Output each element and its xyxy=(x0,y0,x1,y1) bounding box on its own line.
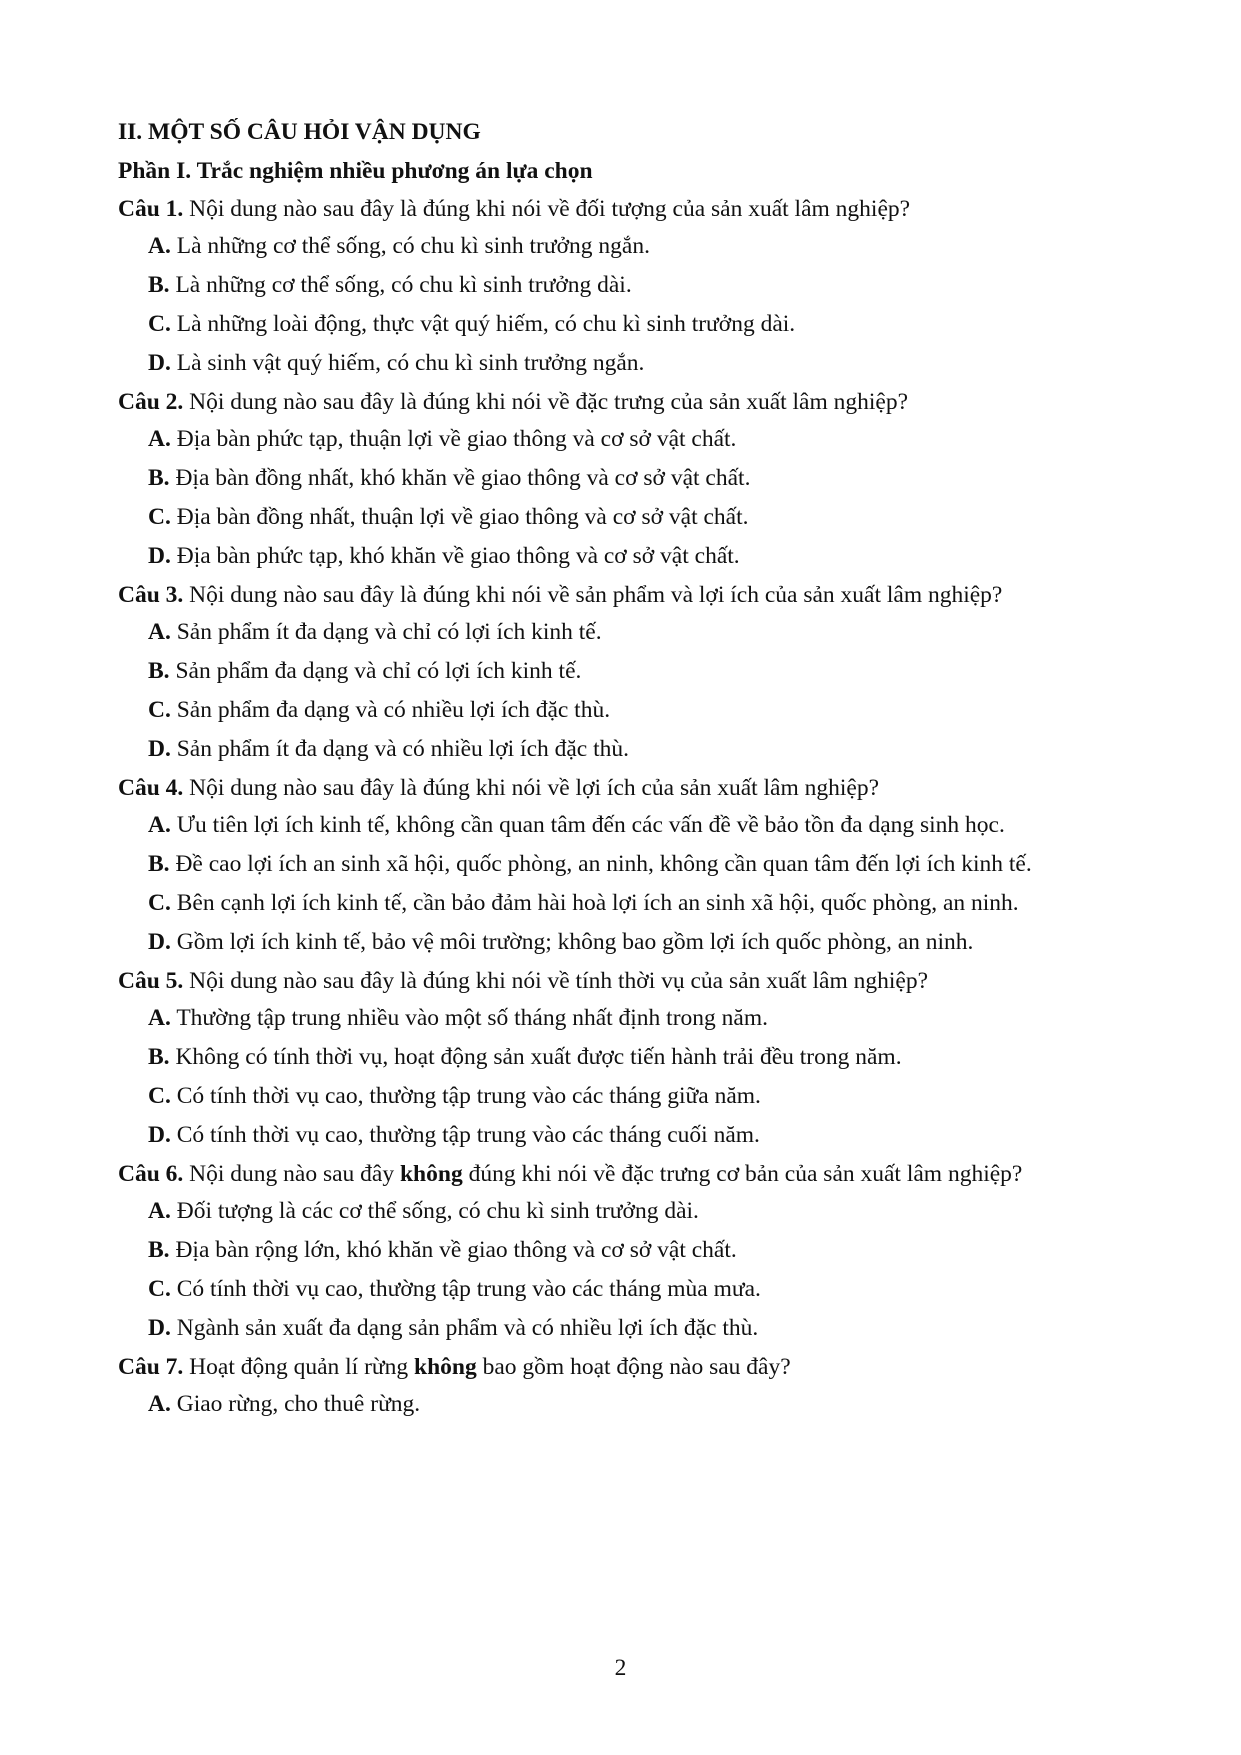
question-5 xyxy=(118,965,1118,998)
option-letter: C. xyxy=(148,890,171,916)
question-text: Nội dung nào sau đây là đúng khi nói về đặc trưng của sản xuất lâm nghiệp? xyxy=(189,389,909,415)
option-letter: B. xyxy=(148,272,170,298)
option-letter: B. xyxy=(148,1044,170,1070)
question-emphasis: không xyxy=(399,1161,463,1187)
question-7 xyxy=(118,1351,1118,1384)
question-5-option-c xyxy=(118,1080,1118,1113)
question-text-before: Nội dung nào sau đây xyxy=(189,1161,395,1187)
option-text: Ngành sản xuất đa dạng sản phẩm và có nhiều lợi ích đặc thù. xyxy=(176,1315,759,1341)
question-7-option-a xyxy=(118,1388,1118,1421)
option-letter: C. xyxy=(148,1083,171,1109)
option-letter: C. xyxy=(148,697,171,723)
question-1 xyxy=(118,193,1118,226)
question-label: Câu 4. xyxy=(118,775,184,801)
question-text: Nội dung nào sau đây là đúng khi nói về lợi ích của sản xuất lâm nghiệp? xyxy=(189,775,880,801)
option-text: Là những cơ thể sống, có chu kì sinh trưởng dài. xyxy=(175,272,632,298)
question-1-option-b xyxy=(118,269,1118,302)
question-2 xyxy=(118,386,1118,419)
page-number: 2 xyxy=(614,1655,627,1681)
question-3-option-b xyxy=(118,655,1118,688)
part-title: Phần I. Trắc nghiệm nhiều phương án lựa chọn xyxy=(118,158,593,184)
option-text: Địa bàn phức tạp, thuận lợi về giao thông và cơ sở vật chất. xyxy=(176,426,737,452)
document-page xyxy=(118,116,1118,1427)
option-text: Sản phẩm ít đa dạng và chỉ có lợi ích kinh tế. xyxy=(176,619,602,645)
question-2-option-b xyxy=(118,462,1118,495)
option-letter: C. xyxy=(148,1276,171,1302)
option-text: Địa bàn đồng nhất, thuận lợi về giao thông và cơ sở vật chất. xyxy=(176,504,749,530)
question-1-option-c xyxy=(118,308,1118,341)
question-4-option-c xyxy=(118,887,1118,920)
option-text: Đối tượng là các cơ thể sống, có chu kì sinh trưởng dài. xyxy=(176,1198,699,1224)
question-emphasis: không xyxy=(414,1354,477,1380)
option-text: Không có tính thời vụ, hoạt động sản xuất được tiến hành trải đều trong năm. xyxy=(175,1044,902,1070)
option-text: Là những loài động, thực vật quý hiếm, có chu kì sinh trưởng dài. xyxy=(176,311,796,337)
option-letter: A. xyxy=(148,619,171,645)
option-letter: C. xyxy=(148,311,171,337)
question-text-after: bao gồm hoạt động nào sau đây? xyxy=(482,1354,791,1380)
option-letter: B. xyxy=(148,658,170,684)
option-text: Là sinh vật quý hiếm, có chu kì sinh trưởng ngắn. xyxy=(176,350,645,376)
question-text: Nội dung nào sau đây là đúng khi nói về đối tượng của sản xuất lâm nghiệp? xyxy=(189,196,911,222)
question-3-option-a xyxy=(118,616,1118,649)
question-3-option-c xyxy=(118,694,1118,727)
option-letter: D. xyxy=(148,350,171,376)
option-text: Sản phẩm ít đa dạng và có nhiều lợi ích đặc thù. xyxy=(176,736,630,762)
question-4-option-a xyxy=(118,809,1118,842)
option-text: Bên cạnh lợi ích kinh tế, cần bảo đảm hài hoà lợi ích an sinh xã hội, quốc phòng, an ninh. xyxy=(176,890,1019,916)
question-text: Nội dung nào sau đây là đúng khi nói về tính thời vụ của sản xuất lâm nghiệp? xyxy=(189,968,928,994)
option-letter: A. xyxy=(148,1005,171,1031)
question-5-option-a xyxy=(118,1002,1118,1035)
option-letter: A. xyxy=(148,1391,171,1417)
option-letter: D. xyxy=(148,1315,171,1341)
option-letter: D. xyxy=(148,736,171,762)
question-5-option-b xyxy=(118,1041,1118,1074)
question-text: Nội dung nào sau đây là đúng khi nói về sản phẩm và lợi ích của sản xuất lâm nghiệp? xyxy=(189,582,1003,608)
option-text: Đề cao lợi ích an sinh xã hội, quốc phòng, an ninh, không cần quan tâm đến lợi ích kinh tế. xyxy=(175,851,1032,877)
question-2-option-a xyxy=(118,423,1118,456)
option-text: Có tính thời vụ cao, thường tập trung vào các tháng mùa mưa. xyxy=(176,1276,761,1302)
option-letter: D. xyxy=(148,929,171,955)
question-5-option-d xyxy=(118,1119,1118,1152)
option-text: Giao rừng, cho thuê rừng. xyxy=(176,1391,421,1417)
question-1-option-a xyxy=(118,230,1118,263)
option-text: Sản phẩm đa dạng và chỉ có lợi ích kinh tế. xyxy=(175,658,582,684)
option-letter: D. xyxy=(148,543,171,569)
question-6-option-c xyxy=(118,1273,1118,1306)
question-6-option-a xyxy=(118,1195,1118,1228)
question-2-option-d xyxy=(118,540,1118,573)
option-letter: B. xyxy=(148,1237,170,1263)
option-text: Có tính thời vụ cao, thường tập trung vào các tháng giữa năm. xyxy=(176,1083,761,1109)
question-4 xyxy=(118,772,1118,805)
question-label: Câu 5. xyxy=(118,968,184,994)
question-6-option-b xyxy=(118,1234,1118,1267)
question-label: Câu 6. xyxy=(118,1161,184,1187)
option-letter: B. xyxy=(148,851,170,877)
question-3 xyxy=(118,579,1118,612)
option-letter: B. xyxy=(148,465,170,491)
question-text-after: đúng khi nói về đặc trưng cơ bản của sản xuất lâm nghiệp? xyxy=(468,1161,1023,1187)
option-text: Là những cơ thể sống, có chu kì sinh trưởng ngắn. xyxy=(176,233,650,259)
question-4-option-d xyxy=(118,926,1118,959)
option-text: Sản phẩm đa dạng và có nhiều lợi ích đặc thù. xyxy=(176,697,611,723)
question-label: Câu 7. xyxy=(118,1354,184,1380)
question-1-option-d xyxy=(118,347,1118,380)
option-letter: A. xyxy=(148,1198,171,1224)
option-text: Ưu tiên lợi ích kinh tế, không cần quan tâm đến các vấn đề về bảo tồn đa dạng sinh học. xyxy=(176,812,1005,838)
option-letter: D. xyxy=(148,1122,171,1148)
option-letter: A. xyxy=(148,233,171,259)
question-3-option-d xyxy=(118,733,1118,766)
option-letter: A. xyxy=(148,426,171,452)
question-label: Câu 3. xyxy=(118,582,184,608)
option-letter: C. xyxy=(148,504,171,530)
question-6-option-d xyxy=(118,1312,1118,1345)
section-title: II. MỘT SỐ CÂU HỎI VẬN DỤNG xyxy=(118,119,481,145)
option-letter: A. xyxy=(148,812,171,838)
option-text: Địa bàn đồng nhất, khó khăn về giao thông và cơ sở vật chất. xyxy=(175,465,751,491)
option-text: Có tính thời vụ cao, thường tập trung vào các tháng cuối năm. xyxy=(176,1122,760,1148)
option-text: Thường tập trung nhiều vào một số tháng nhất định trong năm. xyxy=(176,1005,769,1031)
option-text: Gồm lợi ích kinh tế, bảo vệ môi trường; không bao gồm lợi ích quốc phòng, an ninh. xyxy=(176,929,974,955)
question-6 xyxy=(118,1158,1118,1191)
option-text: Địa bàn phức tạp, khó khăn về giao thông và cơ sở vật chất. xyxy=(176,543,740,569)
question-4-option-b xyxy=(118,848,1118,881)
question-text-before: Hoạt động quản lí rừng xyxy=(189,1354,409,1380)
question-2-option-c xyxy=(118,501,1118,534)
question-label: Câu 1. xyxy=(118,196,184,222)
option-text: Địa bàn rộng lớn, khó khăn về giao thông và cơ sở vật chất. xyxy=(175,1237,737,1263)
question-label: Câu 2. xyxy=(118,389,184,415)
